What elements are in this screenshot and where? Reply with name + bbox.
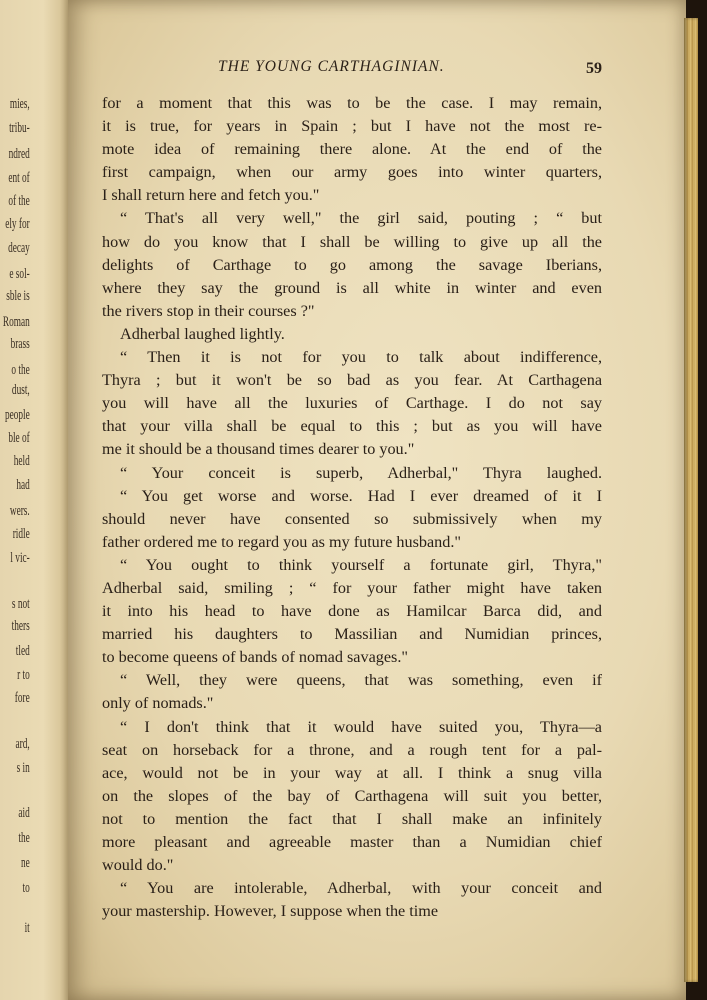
left-page-fragment: e sol- [9, 266, 30, 282]
left-page-fragment: the [18, 830, 30, 846]
text-line: you will have all the luxuries of Carthage. I do not say [102, 394, 602, 413]
text-line: me it should be a thousand times dearer to you." [102, 440, 415, 459]
left-page-fragment: r to [17, 667, 30, 683]
text-line: only of nomads." [102, 694, 214, 713]
left-page-fragment: o the [11, 362, 30, 378]
left-page-fragment: to [22, 880, 30, 896]
text-line: should never have consented so submissively when my [102, 509, 602, 528]
left-page-fragment: ent of [8, 170, 30, 186]
running-head: THE YOUNG CARTHAGINIAN. [218, 58, 445, 75]
left-page-fragment: ridle [12, 526, 30, 542]
left-page-fragment: held [13, 453, 30, 469]
text-line: would do." [102, 856, 174, 875]
text-line: where they say the ground is all white in winter and even [102, 278, 602, 297]
text-line: father ordered me to regard you as my future husband." [102, 532, 462, 551]
text-line: “ Your conceit is superb, Adherbal," Thyra laughed. [120, 463, 602, 482]
text-line: that your villa shall be equal to this ; but as you will have [102, 417, 602, 436]
left-page-fragment: decay [8, 240, 30, 256]
left-page-fragment: fore [14, 690, 30, 706]
text-line: it into his head to have done as Hamilcar Barca did, and [102, 602, 602, 621]
text-line: “ Then it is not for you to talk about indifference, [120, 348, 602, 367]
body-text [102, 92, 602, 923]
text-line: for a moment that this was to be the case. I may remain, [102, 94, 602, 112]
page-block-edge [684, 18, 698, 982]
left-page-fragment: ard, [15, 736, 30, 752]
left-page-fragment: ne [20, 855, 30, 871]
text-line: it is true, for years in Spain ; but I have not the most re- [102, 117, 602, 136]
text-line: more pleasant and agreeable master than a Numidian chief [102, 833, 602, 851]
text-line: delights of Carthage to go among the savage Iberians, [102, 255, 602, 274]
left-page-fragment: tribu- [9, 120, 30, 136]
left-page-fragment: people [4, 407, 30, 423]
left-page-fragment: ndred [8, 146, 30, 162]
text-line: first campaign, when our army goes into winter quarters, [102, 163, 602, 182]
left-page-fragment: Roman [2, 314, 30, 330]
text-line: “ You are intolerable, Adherbal, with your conceit and [120, 879, 602, 898]
left-page-fragment: tled [15, 643, 30, 659]
text-line: to become queens of bands of nomad savages." [102, 648, 408, 667]
left-page-fragment: l vic- [10, 550, 30, 566]
text-line: how do you know that I shall be willing to give up all the [102, 232, 602, 251]
text-line: mote idea of remaining there alone. At the end of the [102, 140, 602, 159]
left-page-fragment: it [24, 920, 30, 936]
text-line: “ I don't think that it would have suited you, Thyra—a [120, 717, 602, 736]
text-line: seat on horseback for a throne, and a rough tent for a pal- [102, 740, 602, 759]
left-page-fragment: s in [16, 760, 30, 776]
text-line: I shall return here and fetch you." [102, 186, 320, 205]
text-line: Thyra ; but it won't be so bad as you fear. At Carthagena [102, 371, 602, 390]
text-line: Adherbal laughed lightly. [120, 324, 285, 343]
text-line: not to mention the fact that I shall make an infinitely [102, 809, 602, 828]
left-page-fragment: sble is [6, 288, 30, 304]
text-line: “ You ought to think yourself a fortunate girl, Thyra," [120, 555, 602, 574]
text-line: married his daughters to Massilian and Numidian princes, [102, 625, 602, 644]
text-line: “ Well, they were queens, that was something, even if [120, 671, 602, 690]
text-line: Adherbal said, smiling ; “ for your father might have taken [102, 578, 602, 597]
text-line: “ You get worse and worse. Had I ever dreamed of it I [120, 486, 602, 505]
page-number: 59 [586, 60, 602, 77]
text-line: the rivers stop in their courses ?" [102, 301, 315, 320]
text-line: on the slopes of the bay of Carthagena will suit you better, [102, 786, 602, 805]
left-page-fragment: had [16, 477, 30, 493]
left-page-fragment: mies, [9, 96, 30, 112]
left-page-fragment: thers [11, 618, 30, 634]
left-page-fragment: ble of [8, 430, 30, 446]
left-page-fragment: s not [11, 596, 30, 612]
text-line: your mastership. However, I suppose when the time [102, 902, 439, 921]
left-page-fragment: of the [8, 193, 30, 209]
text-line: ace, would not be in your way at all. I think a snug villa [102, 763, 602, 782]
text-line: “ That's all very well," the girl said, pouting ; “ but [120, 209, 602, 228]
left-page-fragment: wers. [9, 503, 30, 519]
left-page-fragment: ely for [5, 216, 30, 232]
left-page-fragment: dust, [11, 382, 30, 398]
left-page-fragment: brass [10, 336, 30, 352]
left-page-fragment: aid [18, 805, 30, 821]
